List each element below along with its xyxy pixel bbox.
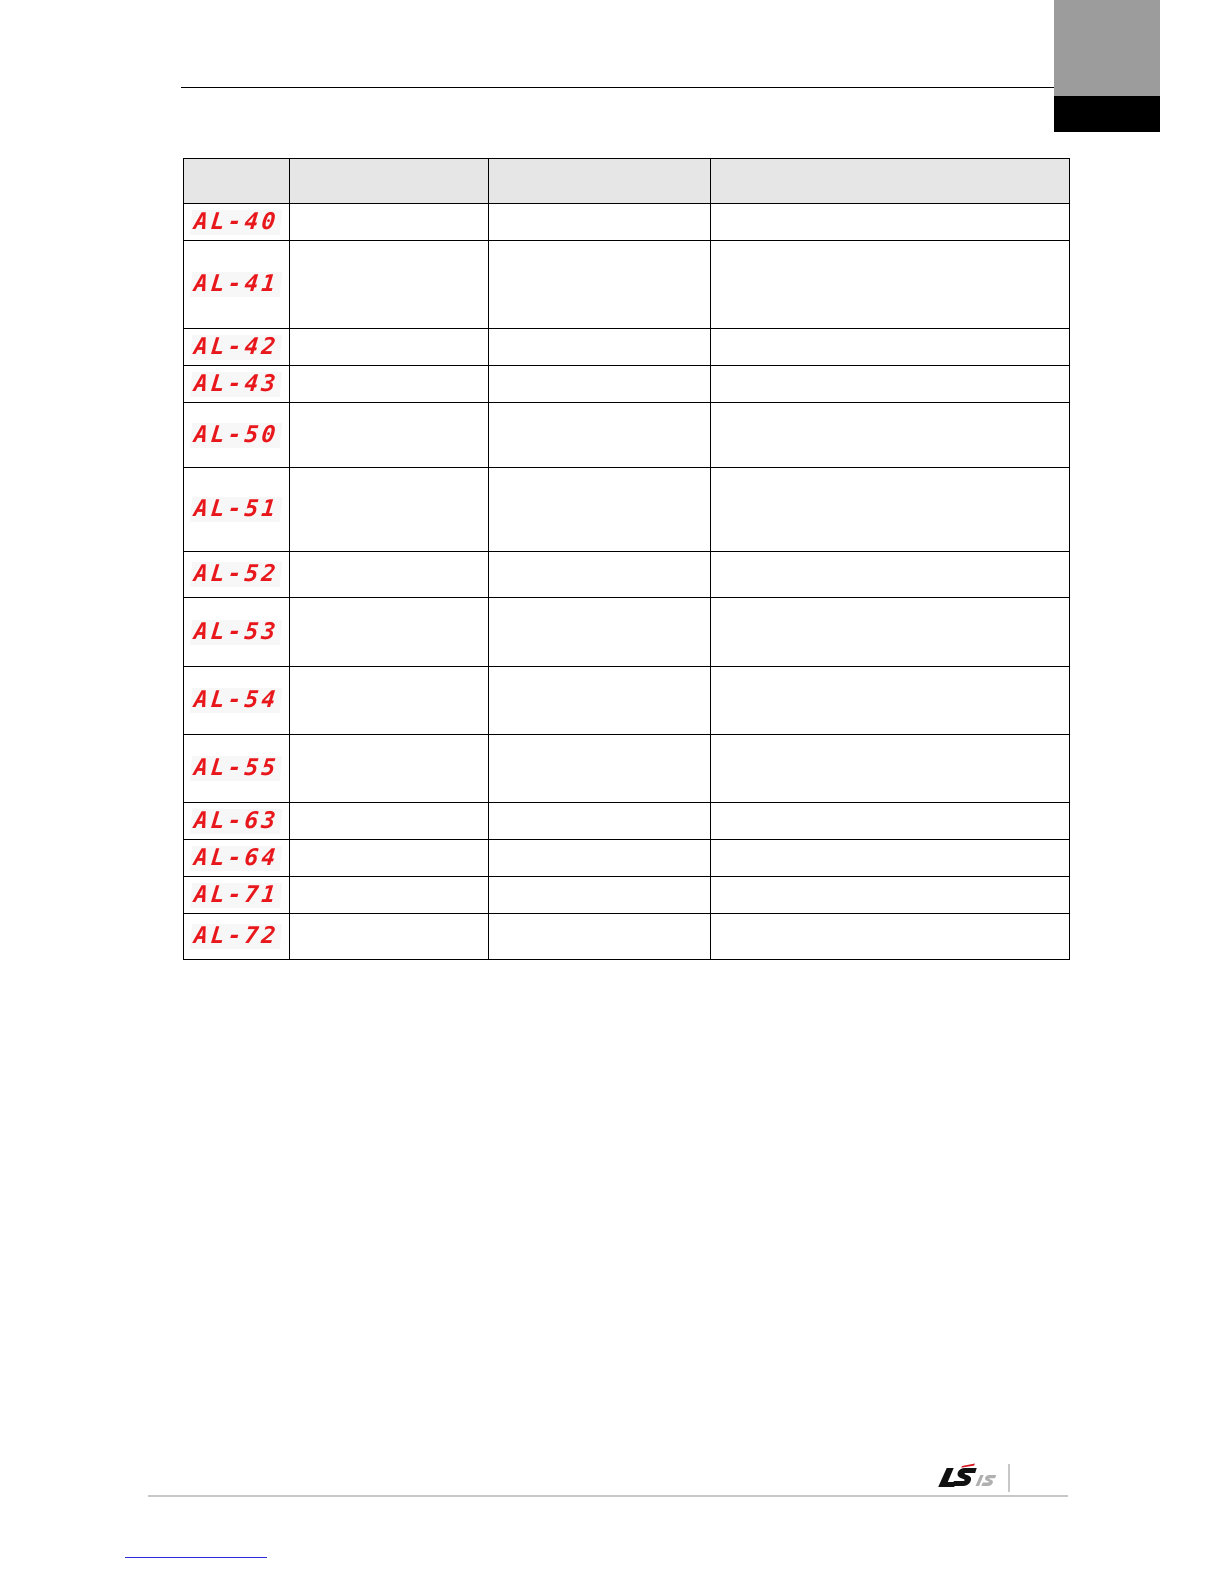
table-row (184, 241, 1070, 329)
table-row (184, 552, 1070, 598)
footer-link-underline[interactable] (125, 1557, 267, 1558)
alarm-code-display: AL-64 (190, 846, 283, 871)
name-cell (290, 241, 489, 329)
code-cell (184, 914, 290, 960)
name-cell (290, 877, 489, 914)
cause-cell (489, 552, 711, 598)
table-row (184, 468, 1070, 552)
cause-cell (489, 468, 711, 552)
table-row (184, 735, 1070, 803)
action-cell (711, 877, 1070, 914)
cause-cell (489, 329, 711, 366)
name-cell (290, 914, 489, 960)
chapter-tab-black (1054, 96, 1160, 132)
action-cell (711, 914, 1070, 960)
action-cell (711, 403, 1070, 468)
alarm-code-display: AL-41 (190, 272, 283, 297)
alarm-code-display: AL-72 (190, 924, 283, 949)
action-cell (711, 803, 1070, 840)
alarm-code-display: AL-40 (190, 210, 283, 235)
action-cell (711, 598, 1070, 667)
table-row (184, 204, 1070, 241)
action-cell (711, 204, 1070, 241)
action-cell (711, 552, 1070, 598)
cause-cell (489, 204, 711, 241)
code-cell (184, 241, 290, 329)
header-cell-name (290, 159, 489, 204)
action-cell (711, 366, 1070, 403)
code-cell (184, 329, 290, 366)
action-cell (711, 468, 1070, 552)
header-cell-cause (489, 159, 711, 204)
header-cell-action (711, 159, 1070, 204)
ls-is-logo (938, 1462, 1010, 1494)
table-header-row (184, 159, 1070, 204)
name-cell (290, 329, 489, 366)
cause-cell (489, 877, 711, 914)
code-cell (184, 735, 290, 803)
alarm-code-table (183, 158, 1070, 960)
alarm-code-display: AL-53 (190, 620, 283, 645)
name-cell (290, 552, 489, 598)
code-cell (184, 403, 290, 468)
table-row (184, 803, 1070, 840)
alarm-code-display: AL-51 (190, 497, 283, 522)
table-row (184, 598, 1070, 667)
chapter-tab-gray (1054, 0, 1160, 96)
name-cell (290, 803, 489, 840)
action-cell (711, 329, 1070, 366)
header-cell-code (184, 159, 290, 204)
cause-cell (489, 803, 711, 840)
ls-is-logo-mark (938, 1462, 1010, 1494)
name-cell (290, 667, 489, 735)
alarm-code-display: AL-43 (190, 372, 283, 397)
table-row (184, 329, 1070, 366)
alarm-code-display: AL-71 (190, 883, 283, 908)
cause-cell (489, 735, 711, 803)
cause-cell (489, 598, 711, 667)
alarm-code-display: AL-50 (190, 423, 283, 448)
code-cell (184, 552, 290, 598)
alarm-code-display: AL-63 (190, 809, 283, 834)
table-row (184, 840, 1070, 877)
table-row (184, 877, 1070, 914)
cause-cell (489, 241, 711, 329)
code-cell (184, 366, 290, 403)
alarm-code-display: AL-55 (190, 756, 283, 781)
name-cell (290, 598, 489, 667)
table-row (184, 914, 1070, 960)
code-cell (184, 840, 290, 877)
code-cell (184, 598, 290, 667)
action-cell (711, 241, 1070, 329)
name-cell (290, 366, 489, 403)
code-cell (184, 803, 290, 840)
alarm-code-display: AL-42 (190, 335, 283, 360)
cause-cell (489, 840, 711, 877)
code-cell (184, 877, 290, 914)
cause-cell (489, 366, 711, 403)
name-cell (290, 468, 489, 552)
cause-cell (489, 914, 711, 960)
alarm-code-display: AL-52 (190, 562, 283, 587)
cause-cell (489, 667, 711, 735)
action-cell (711, 667, 1070, 735)
footer-rule (148, 1495, 1068, 1497)
name-cell (290, 840, 489, 877)
table-row (184, 667, 1070, 735)
action-cell (711, 840, 1070, 877)
name-cell (290, 735, 489, 803)
cause-cell (489, 403, 711, 468)
code-cell (184, 204, 290, 241)
alarm-code-display: AL-54 (190, 688, 283, 713)
code-cell (184, 468, 290, 552)
table-row (184, 403, 1070, 468)
header-rule (181, 87, 1059, 88)
name-cell (290, 204, 489, 241)
code-cell (184, 667, 290, 735)
name-cell (290, 403, 489, 468)
table-row (184, 366, 1070, 403)
action-cell (711, 735, 1070, 803)
